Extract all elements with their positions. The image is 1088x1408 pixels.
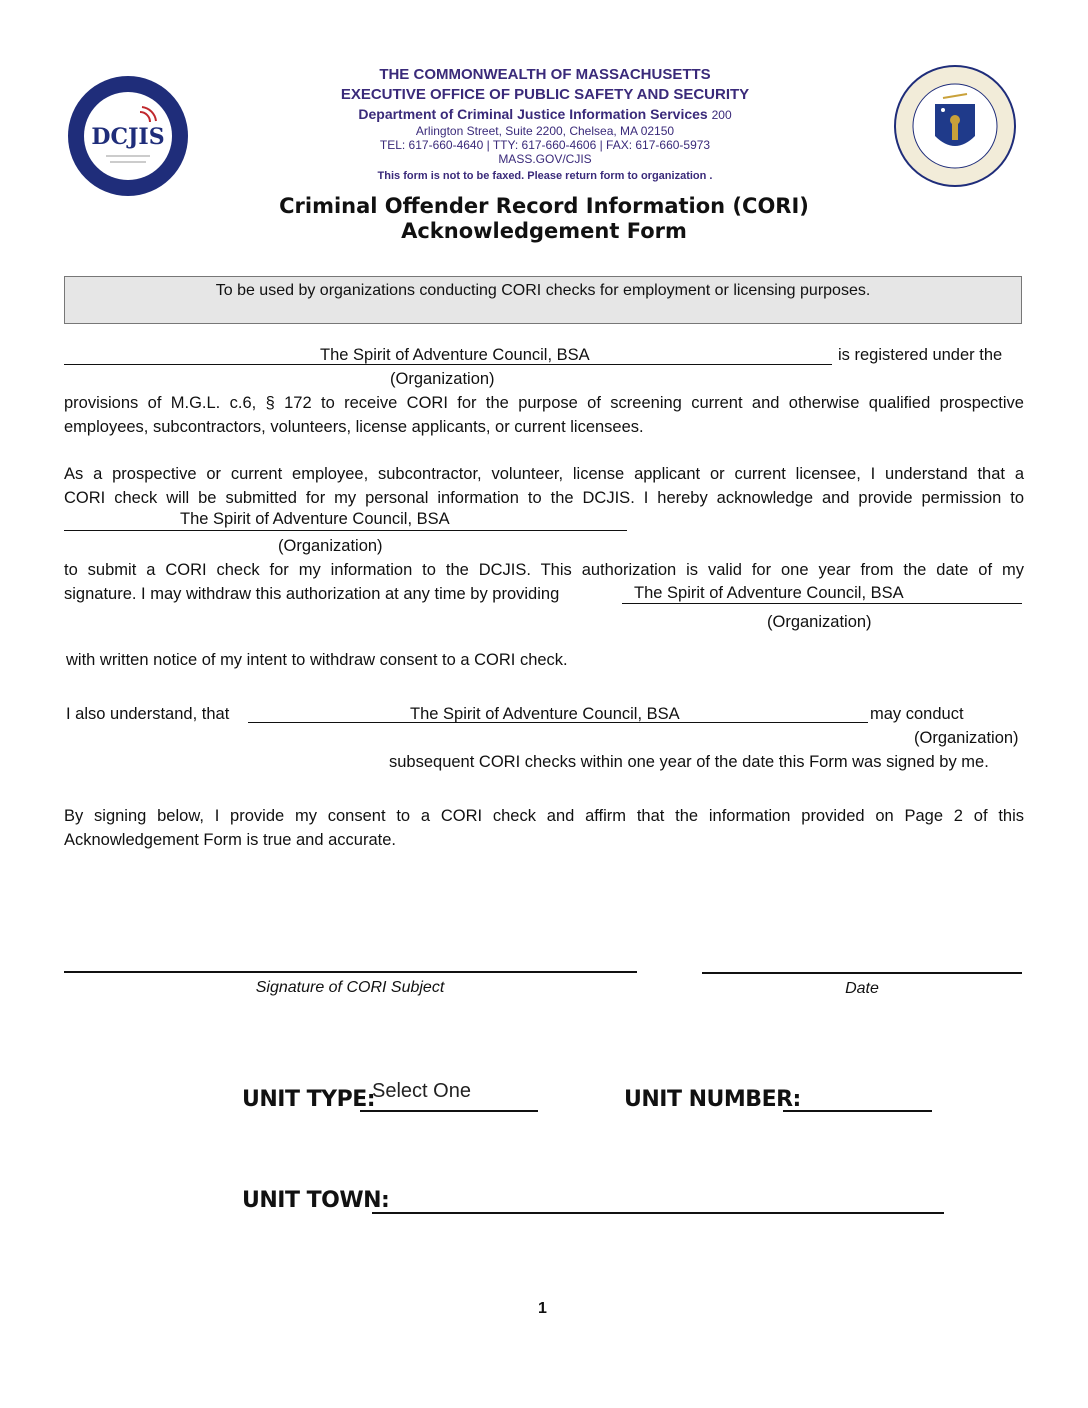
unit-number-field[interactable] [783,1110,932,1112]
para2-line2: CORI check will be submitted for my personal information to the DCJIS. I hereby acknowledge and provide permission to [64,489,1024,507]
unit-number-label: UNIT NUMBER: [624,1087,801,1112]
unit-type-select[interactable]: Select One [372,1080,471,1102]
date-label: Date [845,980,879,997]
para2-line4: signature. I may withdraw this authorization at any time by providing [64,585,560,603]
para1-tail: is registered under the [838,346,1003,364]
header-dcjis-name: Department of Criminal Justice Information Services [358,106,708,122]
para4-line1: By signing below, I provide my consent to a CORI check and affirm that the information provided on Page 2 of this [64,807,1024,825]
header-dcjis-suffix: 200 [711,108,732,122]
org-field-1[interactable]: The Spirit of Adventure Council, BSA [320,346,590,364]
para3-line2: subsequent CORI checks within one year of the date this Form was signed by me. [389,753,989,771]
header-line-commonwealth: THE COMMONWEALTH OF MASSACHUSETTS [379,66,711,83]
header-address: Arlington Street, Suite 2200, Chelsea, MA 02150 [415,124,675,138]
org-field-3[interactable]: The Spirit of Adventure Council, BSA [634,584,904,602]
para2-line1: As a prospective or current employee, subcontractor, volunteer, license applicant or current licensee, I understand that a [64,465,1024,483]
header-website: MASS.GOV/CJIS [498,152,592,166]
header-line-eopss: EXECUTIVE OFFICE OF PUBLIC SAFETY AND SECURITY [340,86,750,103]
purpose-box: To be used by organizations conducting CORI checks for employment or licensing purposes. [64,276,1022,324]
unit-type-label: UNIT TYPE: [242,1087,376,1112]
para4-line2: Acknowledgement Form is true and accurate. [64,831,396,849]
para1-line2: provisions of M.G.L. c.6, § 172 to receive CORI for the purpose of screening current and otherwise qualified prospective [64,394,1024,412]
org-label-4: (Organization) [914,729,1019,747]
org-field-4[interactable]: The Spirit of Adventure Council, BSA [410,705,680,723]
signature-line[interactable] [64,971,637,973]
page-number: 1 [538,1300,547,1317]
org-label-2: (Organization) [278,537,383,555]
para1-line3: employees, subcontractors, volunteers, license applicants, or current licensees. [64,418,644,436]
para3-tail: may conduct [870,705,964,723]
header-phone: TEL: 617-660-4640 | TTY: 617-660-4606 | FAX: 617-660-5973 [379,138,711,152]
dcjis-logo [66,74,190,198]
massachusetts-seal [893,64,1017,188]
form-title-line2: Acknowledgement Form [401,219,687,243]
para2-line3: to submit a CORI check for my information to the DCJIS. This authorization is valid for one year from the date of my [64,561,1024,579]
svg-text:DCJIS: DCJIS [91,124,165,150]
org-label-1: (Organization) [390,370,495,388]
header-fax-notice: This form is not to be faxed. Please return form to organization . [377,170,713,182]
para2-line5: with written notice of my intent to withdraw consent to a CORI check. [66,651,568,669]
org-field-3-underline [622,603,1022,604]
signature-label: Signature of CORI Subject [255,979,445,996]
date-line[interactable] [702,972,1022,974]
para3-lead: I also understand, that [66,705,230,723]
org-field-2-underline [64,530,627,531]
unit-town-label: UNIT TOWN: [242,1188,390,1213]
header-line-dcjis [220,106,870,122]
org-field-2[interactable]: The Spirit of Adventure Council, BSA [180,510,450,528]
form-title-line1: Criminal Offender Record Information (CORI) [279,194,809,218]
unit-type-underline [360,1110,538,1112]
unit-town-field[interactable] [372,1212,944,1214]
org-label-3: (Organization) [767,613,872,631]
